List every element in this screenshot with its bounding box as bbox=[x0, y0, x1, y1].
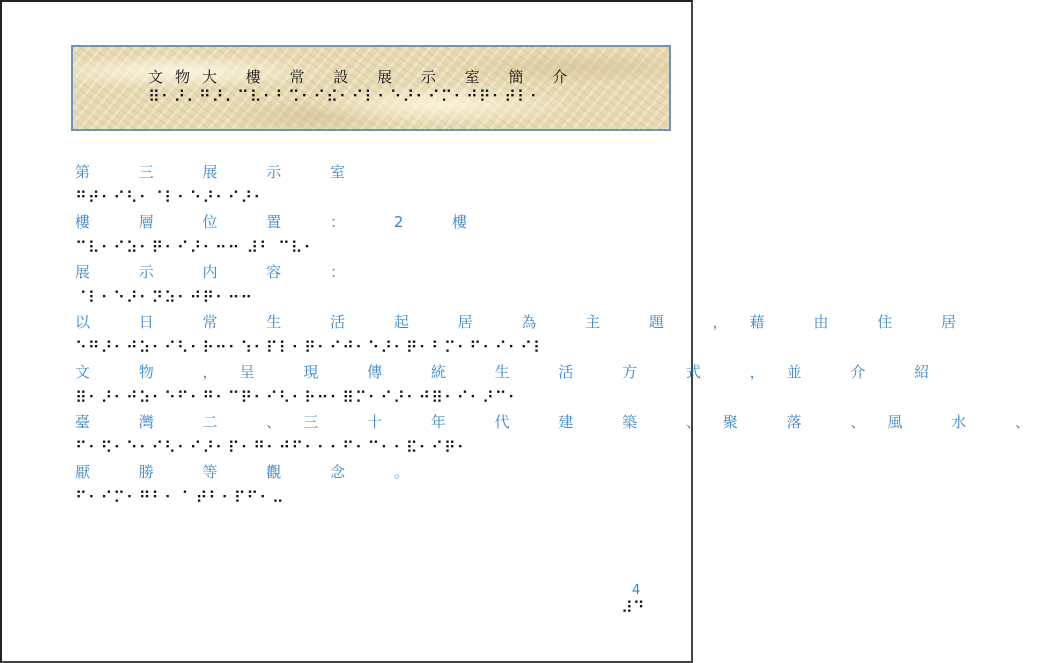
braille-line: ⠿⠂⠜⠂⠚⠵⠂⠑⠋⠂⠛⠂⠉⠟⠂⠊⠣⠂⠗⠒⠂⠿⠍⠂⠊⠜⠂⠚⠿⠂⠊⠂⠜⠉⠂ bbox=[75, 388, 521, 407]
braille-line: ⠋⠂⠊⠍⠂⠛⠃⠂⠈ ⠞⠃⠂⠏⠋⠂⠤ bbox=[75, 488, 285, 507]
print-line: 樓 層 位 置 ： 2 樓 bbox=[75, 213, 490, 231]
page-title-braille: ⠿⠂⠜⠄⠛⠜⠄⠉⠧⠂⠃⠩⠂⠊⠮⠂⠊⠇⠂⠑⠜⠂⠊⠍⠂⠚⠟⠂⠞⠇⠂ bbox=[148, 87, 543, 106]
print-line: 文 物 ，呈 現 傳 統 生 活 方 式 ，並 介 紹 bbox=[75, 363, 952, 381]
print-line: 厭 勝 等 觀 念 。 bbox=[75, 463, 431, 481]
print-line: 展 示 内 容 ： bbox=[75, 263, 368, 281]
page-number: 4 bbox=[632, 583, 641, 598]
braille-line: ⠛⠞⠂⠊⠣⠂⠈⠇⠂⠑⠜⠂⠊⠜⠂ bbox=[75, 188, 266, 207]
print-line: 以 日 常 生 活 起 居 為 主 題 ，藉 由 住 居 bbox=[75, 313, 978, 331]
braille-line: ⠋⠂⠫⠂⠑⠂⠊⠣⠂⠊⠜⠂⠏⠂⠛⠂⠚⠋⠂⠂⠂⠋⠂⠉⠂⠂⠯⠂⠊⠟⠂ bbox=[75, 438, 470, 457]
page-number-braille: ⠼⠙ bbox=[621, 598, 645, 617]
braille-line: ⠑⠛⠜⠂⠚⠵⠂⠊⠣⠂⠗⠒⠂⠱⠂⠏⠇⠂⠟⠂⠊⠚⠂⠑⠜⠂⠟⠂⠃⠍⠂⠋⠂⠊⠂⠊⠇ bbox=[75, 338, 546, 357]
braille-line: ⠈⠇⠂⠑⠜⠂⠝⠵⠂⠚⠟⠂⠒⠒ bbox=[75, 288, 254, 307]
print-line: 臺 灣 二 、三 十 年 代 建 築 、聚 落 、風 水 、 bbox=[75, 413, 1052, 431]
print-line: 第 三 展 示 室 bbox=[75, 163, 368, 181]
braille-line: ⠉⠧⠂⠊⠵⠂⠟⠂⠊⠜⠂⠒⠒ ⠼⠃ ⠉⠧⠂ bbox=[75, 238, 317, 257]
page-title: 文物大 樓 常 設 展 示 室 簡 介 bbox=[148, 68, 580, 86]
document-body bbox=[75, 160, 1052, 510]
